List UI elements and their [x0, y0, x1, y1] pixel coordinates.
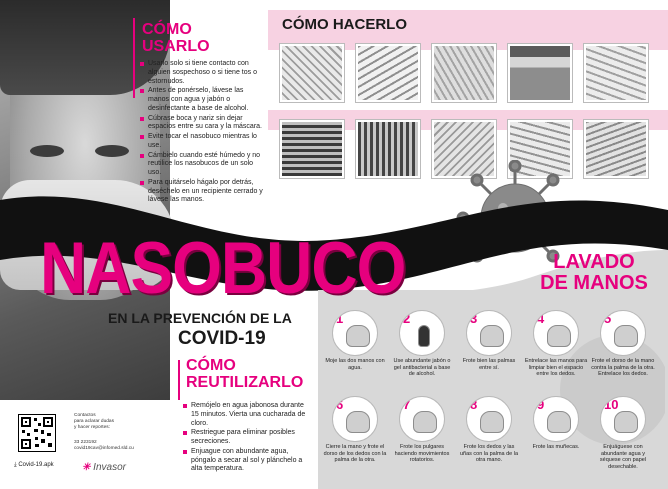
hand-wash-step — [390, 396, 454, 464]
como-usarlo-divider — [133, 18, 135, 98]
step-circle — [332, 396, 378, 442]
apk-label: Covid-19.apk — [18, 462, 54, 468]
step-circle — [466, 396, 512, 442]
step-number: 8 — [470, 397, 478, 412]
step-circle — [399, 396, 445, 442]
step-caption: Frote los dedos y las uñas con la palma de la otra mano. — [459, 444, 519, 464]
contact-email[interactable]: covid19cav@infomed.sld.cu — [74, 445, 134, 451]
step-photo-5 — [584, 44, 648, 102]
reutilizar-divider — [178, 360, 180, 400]
step-caption: Enjuáguese con abundante agua y séquese con papel desechable. — [599, 444, 647, 470]
main-subtitle: EN LA PREVENCIÓN DE LA — [108, 310, 292, 326]
step-photo-7 — [356, 120, 420, 178]
step-caption: Cierre la mano y frote el dorso de los dedos con la palma de la otra. — [323, 444, 387, 464]
hand-icon — [480, 325, 504, 347]
step-caption: Frote los pulgares haciendo movimientos rotatorios. — [394, 444, 450, 464]
hand-icon — [614, 411, 638, 433]
step-number: 4 — [537, 311, 545, 326]
right-eye — [95, 145, 129, 157]
list-item: Evite tocar el nasobuco mientras lo use. — [140, 133, 266, 151]
step-number: 3 — [470, 311, 478, 326]
hand-wash-step — [591, 310, 655, 378]
como-usarlo-title-line2: USARLO — [142, 37, 210, 55]
step-caption: Frote las muñecas. — [532, 444, 580, 450]
list-item: Cúbrase boca y nariz sin dejar espacios entre su cara y la máscara. — [140, 115, 266, 133]
step-photo-10 — [584, 120, 648, 178]
list-item: Para quitárselo hágalo por detrás, deséchelo en un recipiente cerrado y lávese las manos. — [140, 179, 266, 205]
brand-label: Invasor — [93, 462, 126, 473]
list-item: Restriegue para eliminar posibles secreciones. — [183, 429, 313, 447]
hand-wash-step — [457, 396, 521, 464]
hand-icon — [346, 411, 370, 433]
main-title: NASOBUCO — [40, 226, 406, 309]
hand-icon — [413, 411, 437, 433]
left-eye — [30, 145, 64, 157]
step-number: 1 — [336, 311, 344, 326]
step-caption: Moje las dos manos con agua. — [325, 358, 385, 371]
hand-wash-step — [323, 310, 387, 371]
contact-label-2: para aclarar dudas — [74, 419, 114, 425]
step-circle — [466, 310, 512, 356]
list-item: Enjuague con abundante agua, póngalo a secar al sol y plánchelo a alta temperatura. — [183, 448, 313, 474]
hand-icon — [547, 325, 571, 347]
hand-wash-step — [591, 396, 655, 470]
step-number: 9 — [537, 397, 545, 412]
contact-label-3: y hacer reportes: — [74, 425, 110, 431]
reutilizar-title — [186, 358, 303, 392]
como-usarlo-title — [142, 22, 210, 56]
como-hacerlo-title: CÓMO HACERLO — [282, 16, 407, 33]
apk-link[interactable] — [14, 462, 54, 469]
step-caption: Use abundante jabón o gel antibacterial a base de alcohol. — [393, 358, 451, 378]
lavado-title-line2: DE MANOS — [540, 272, 648, 294]
step-photo-4 — [508, 44, 572, 102]
qr-code-icon — [19, 415, 55, 451]
step-photo-2 — [356, 44, 420, 102]
hand-wash-step — [390, 310, 454, 378]
step-number: 2 — [403, 311, 411, 326]
main-subtitle-covid: COVID-19 — [178, 328, 266, 349]
hand-wash-step — [524, 310, 588, 378]
como-usarlo-title-line1: CÓMO — [142, 21, 192, 38]
step-number: 6 — [336, 397, 344, 412]
step-circle — [600, 396, 646, 442]
soap-bottle-icon — [418, 325, 430, 347]
reutilizar-title-line1: CÓMO — [186, 357, 236, 374]
step-circle — [332, 310, 378, 356]
brand-logo — [82, 462, 126, 473]
step-caption: Frote bien las palmas entre sí. — [462, 358, 516, 371]
hand-icon — [480, 411, 504, 433]
reutilizar-title-line2: REUTILIZARLO — [186, 373, 304, 391]
contact-label: Contactos — [74, 413, 96, 418]
hand-wash-step — [524, 396, 588, 451]
step-number: 5 — [604, 311, 612, 326]
brand-mark-icon: ✳ — [82, 462, 91, 473]
hand-wash-step — [457, 310, 521, 371]
download-icon: ⤓ — [14, 462, 17, 468]
contact-phone: 33 223192 — [74, 439, 97, 445]
list-item: Cámbielo cuando esté húmedo y no reutilice los nasobucos de un solo uso. — [140, 152, 266, 178]
hand-wash-step — [323, 396, 387, 464]
hand-icon — [547, 411, 571, 433]
contact-info — [74, 413, 134, 452]
step-number: 10 — [604, 397, 619, 412]
reutilizar-list — [183, 402, 313, 475]
step-photo-6 — [280, 120, 344, 178]
step-caption: Frote el dorso de la mano contra la palma de la otra. Entrelace los dedos. — [591, 358, 655, 378]
step-caption: Entrelace las manos para limpiar bien el espacio entre los dedos. — [524, 358, 588, 378]
list-item: Antes de ponérselo, lávese las manos con agua y jabón o desinfectante a base de alcohol. — [140, 87, 266, 113]
step-circle — [533, 310, 579, 356]
lavado-title — [538, 252, 650, 294]
hand-icon — [346, 325, 370, 347]
lavado-title-line1: LAVADO — [553, 251, 635, 273]
step-number: 7 — [403, 397, 411, 412]
hand-icon — [614, 325, 638, 347]
step-photo-3 — [432, 44, 496, 102]
step-circle — [600, 310, 646, 356]
list-item: Usarlo solo si tiene contacto con alguien sospechoso o si tiene tos o estornudos. — [140, 60, 266, 86]
qr-code[interactable] — [18, 414, 56, 452]
step-circle — [399, 310, 445, 356]
list-item: Remójelo en agua jabonosa durante 15 minutos. Vierta una cucharada de cloro. — [183, 402, 313, 428]
step-photo-1 — [280, 44, 344, 102]
step-circle — [533, 396, 579, 442]
